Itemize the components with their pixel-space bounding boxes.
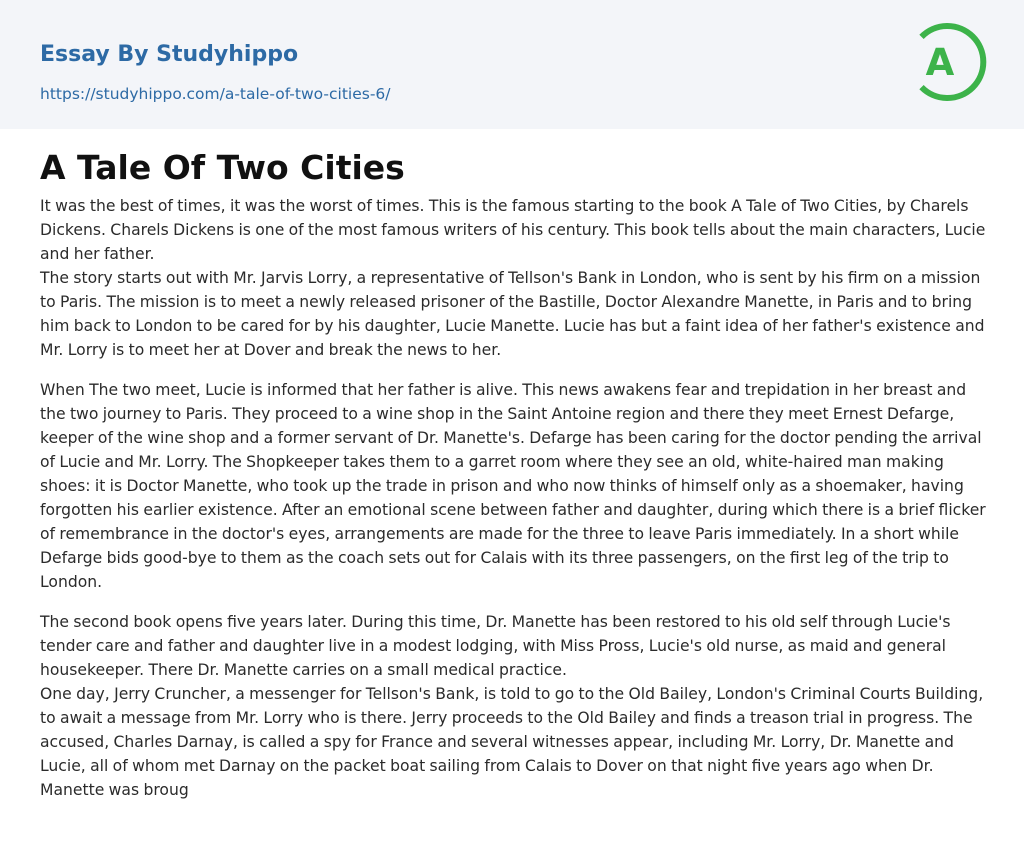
site-header: [0, 0, 1024, 129]
logo-letter: A: [925, 41, 955, 84]
article-paragraph-2: The story starts out with Mr. Jarvis Lorry, a representative of Tellson's Bank in London, who is sent by his firm on a mission to Paris. The mission is to meet a newly released prisoner of the Bastille, Doctor Alexandre Manette, in Paris and to bring him back to London to be cared for by his daughter, Lucie Manette. Lucie has but a faint idea of her father's existence and Mr. Lorry is to meet her at Dover and break the news to her.: [40, 269, 985, 359]
article-paragraph-5: One day, Jerry Cruncher, a messenger for Tellson's Bank, is told to go to the Old Bailey, London's Criminal Courts Building, to await a message from Mr. Lorry who is there. Jerry proceeds to the Old Bailey and finds a treason trial in progress. The accused, Charles Darnay, is called a spy for France and several witnesses appear, including Mr. Lorry, Dr. Manette and Lucie, all of whom met Darnay on the packet boat sailing from Calais to Dover on that night five years ago when Dr. Manette was broug: [40, 685, 984, 799]
page-title: A Tale Of Two Cities: [40, 148, 405, 187]
article: [40, 142, 986, 802]
site-title[interactable]: Essay By Studyhippo: [40, 42, 299, 67]
article-paragraph-4: The second book opens five years later. During this time, Dr. Manette has been restored to his old self through Lucie's tender care and father and daughter live in a modest lodging, with Miss Pross, Lucie's old nurse, as maid and general housekeeper. There Dr. Manette carries on a small medical practice.: [40, 613, 951, 679]
article-paragraph-3: When The two meet, Lucie is informed that her father is alive. This news awakens fear and trepidation in her breast and the two journey to Paris. They proceed to a wine shop in the Saint Antoine region and there they meet Ernest Defarge, keeper of the wine shop and a former servant of Dr. Manette's. Defarge has been caring for the doctor pending the arrival of Lucie and Mr. Lorry. The Shopkeeper takes them to a garret room where they see an old, white-haired man making shoes: it is Doctor Manette, who took up the trade in prison and who now thinks of himself only as a shoemaker, having forgotten his earlier existence. After an emotional scene between father and daughter, during which there is a brief flicker of remembrance in the doctor's eyes, arrangements are made for the three to leave Paris immediately. In a short while Defarge bids good-bye to them as the coach sets out for Calais with its three passengers, on the first leg of the trip to London.: [40, 381, 986, 591]
studyhippo-logo-icon[interactable]: [911, 18, 987, 106]
source-url-link[interactable]: https://studyhippo.com/a-tale-of-two-cities-6/: [40, 85, 391, 103]
article-paragraph-1: It was the best of times, it was the worst of times. This is the famous starting to the book A Tale of Two Cities, by Charels Dickens. Charels Dickens is one of the most famous writers of his century. This book tells about the main characters, Lucie and her father.: [40, 197, 986, 263]
